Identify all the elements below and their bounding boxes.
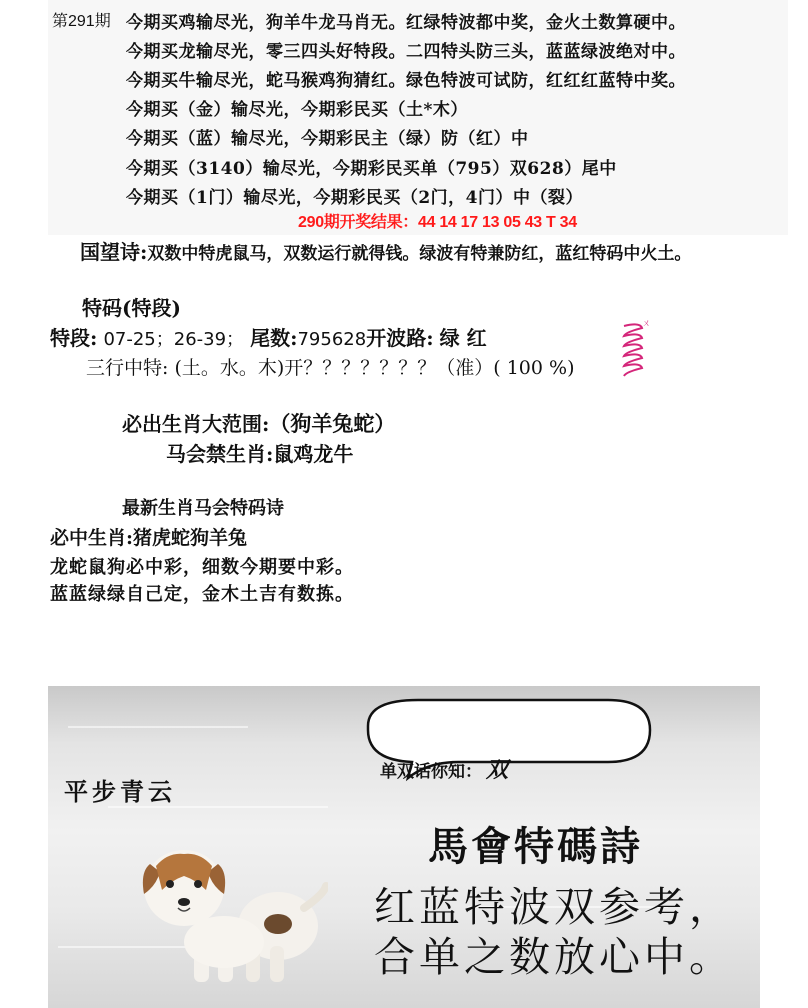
motto: 平步青云 [64,777,176,806]
sanxing-row: 三行中特: (土。水。木)开？？？？？？？（准）( 100 %) [86,357,575,379]
verse-line-1: 龙蛇鼠狗必中彩，细数今期要中彩。 [50,557,354,578]
wave-label: 开波路: [366,326,434,350]
teduan-row [50,322,487,351]
header-line-7: 今期买（1门）输尽光，今期彩民买（2门，4门）中（裂） [126,188,583,208]
header-line-3: 今期买牛输尽光，蛇马猴鸡狗猜红。绿色特波可试防，红红红蓝特中奖。 [126,71,686,91]
banner-line-1: 红蓝特波双参考， [374,883,734,931]
bubble-label: 单双话你知： [380,762,482,782]
banner-line-2: 合单之数放心中。 [374,933,734,981]
wave-value: 绿 红 [439,326,487,350]
poem2-title: 最新生肖马会特码诗 [122,498,284,519]
poem-text: 双数中特虎鼠马，双数运行就得钱。绿波有特兼防红，蓝红特码中火土。 [147,244,692,264]
bubble-value: 双 [486,757,509,783]
must-label: 必中生肖: [50,527,134,549]
poem-row [80,236,691,265]
draw-result: 290期开奖结果：44 14 17 13 05 43 T 34 [298,214,577,231]
svg-text:ㄨ: ㄨ [642,319,652,329]
banner-streak [68,726,248,728]
bubble-text [380,753,508,784]
must-row [50,523,247,550]
poem-title: 国望诗: [80,240,148,264]
scope-value: （狗羊兔蛇） [269,411,396,436]
puppy-image [128,846,328,986]
banner-title: 馬會特碼詩 [428,824,643,870]
header-line-1: 今期买鸡输尽光，狗羊牛龙马肖无。红绿特波都中奖，金火土数算硬中。 [126,13,686,33]
scope-label: 必出生肖大范围: [122,412,270,436]
red-coil-icon [616,318,652,384]
teduan-label: 特段: [50,326,98,350]
scope-row [122,408,395,438]
header-line-2: 今期买龙输尽光，零三四头好特段。二四特头防三头，蓝蓝绿波绝对中。 [126,42,686,62]
must-value: 猪虎蛇狗羊兔 [133,527,248,549]
header-line-5: 今期买（蓝）输尽光，今期彩民主（绿）防（红）中 [126,129,529,149]
forbid-row [166,438,353,467]
forbid-label: 马会禁生肖: [166,442,274,466]
forbid-value: 鼠鸡龙牛 [273,442,354,466]
header-line-6: 今期买（3140）输尽光，今期彩民买单（795）双628）尾中 [126,159,617,179]
left-margin [0,0,48,1008]
tail-value: 795628 [297,329,367,350]
teduan-title: 特码(特段) [82,296,181,320]
issue-number: 第291期 [52,13,111,30]
teduan-values: 07-25；26-39； [103,329,245,350]
verse-line-2: 蓝蓝绿绿自己定，金木土吉有数拣。 [50,584,354,605]
header-line-4: 今期买（金）输尽光，今期彩民买（土*木） [126,100,468,120]
tail-label: 尾数: [250,326,298,350]
